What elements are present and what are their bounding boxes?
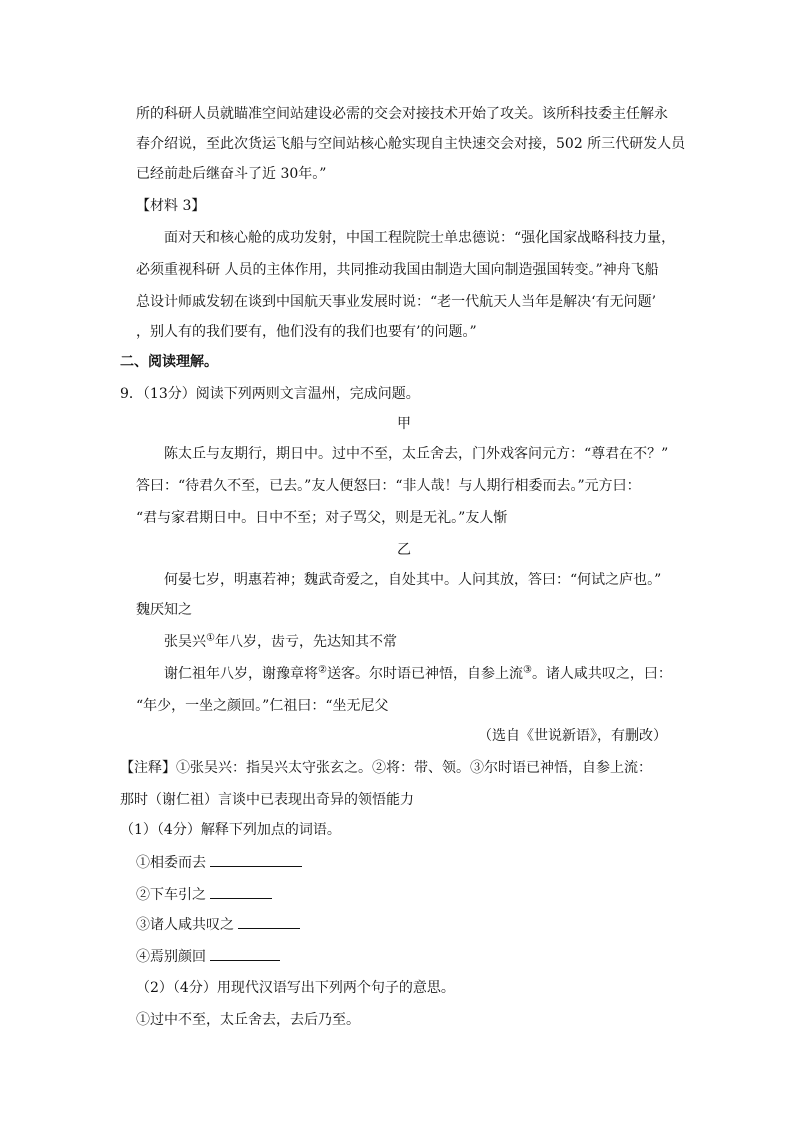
question-text: （13分）阅读下列两则文言温州，完成问题。 — [142, 386, 420, 402]
passage-jia-line-3: “君与家君期日中。日中不至；对子骂父，则是无礼。”友人惭 — [136, 510, 508, 526]
passage-jia-title: 甲 — [397, 416, 411, 432]
passage-source: （选自《世说新语》，有删改） — [478, 728, 667, 744]
footnote-marker-1: ① — [206, 632, 215, 644]
question-number: 9． — [120, 386, 143, 402]
section-2-heading: 二、阅读理解。 — [120, 354, 218, 370]
passage-jia-line-1: 陈太丘与友期行，期日中。过中不至，太丘舍去，门外戏客问元方：“尊君在不？” — [164, 446, 669, 462]
passage-jia-line-2: 答曰：“待君久不至，已去。”友人便怒曰：“非人哉！与人期行相委而去。”元方曰： — [136, 478, 641, 494]
text-segment: 谢仁祖年八岁，谢豫章将 — [164, 666, 318, 682]
footnote-marker-3: ③ — [522, 664, 532, 676]
passage-yi-line-4 — [164, 664, 672, 684]
answer-blank[interactable] — [210, 852, 302, 867]
notes-line-1: 【注释】①张吴兴：指吴兴太守张玄之。②将：带、领。③尔时语已神悟，自参上流： — [120, 760, 652, 776]
sub-question-2-stem: （2）（4分）用现代汉语写出下列两个句子的意思。 — [136, 980, 455, 996]
material3-line-2: 必须重视科研 人员的主体作用，共同推动我国由制造大国向制造强国转变。”神舟飞船 — [136, 262, 659, 278]
material3-line-1: 面对天和核心舱的成功发射，中国工程院院士单忠德说：“强化国家战略科技力量， — [164, 230, 676, 246]
item-label: ④焉别颜回 — [136, 949, 206, 965]
text-segment: 。诸人咸共叹之，曰： — [531, 666, 672, 682]
material2-line-1: 所的科研人员就瞄准空间站建设必需的交会对接技术开始了攻关。该所科技委主任解永 — [136, 106, 668, 122]
sub-question-1-item-4 — [136, 946, 280, 967]
material3-line-4: ，别人有的我们要有，他们没有的我们也要有’的问题。” — [136, 324, 477, 340]
passage-yi-line-1: 何晏七岁，明惠若神；魏武奇爱之，自处其中。人问其放，答曰：“何试之庐也。” — [164, 572, 662, 588]
passage-yi-line-3 — [164, 632, 397, 652]
answer-blank[interactable] — [210, 946, 280, 961]
notes-line-2: 那时（谢仁祖）言谈中已表现出奇异的领悟能力 — [120, 792, 414, 808]
material2-line-2: 春介绍说，至此次货运飞船与空间站核心舱实现自主快速交会对接，502 所三代研发人员 — [136, 136, 686, 152]
text-segment: 张吴兴 — [164, 634, 206, 650]
passage-yi-title: 乙 — [397, 542, 411, 558]
material3-heading: 【材料 3】 — [136, 198, 206, 214]
item-label: ②下车引之 — [136, 887, 206, 903]
passage-yi-line-5: “年少，一坐之颜回。”仁祖曰：“坐无尼父 — [136, 698, 389, 714]
sub-question-1-item-2 — [136, 884, 272, 905]
question-9-stem — [120, 384, 420, 404]
answer-blank[interactable] — [210, 884, 272, 899]
sub-question-2-item-1: ①过中不至，太丘舍去，去后乃至。 — [136, 1012, 360, 1028]
material2-line-3: 已经前赴后继奋斗了近 30年。” — [136, 166, 327, 182]
answer-blank[interactable] — [238, 914, 300, 929]
sub-question-1-item-3 — [136, 914, 300, 935]
footnote-marker-2: ② — [318, 664, 327, 676]
item-label: ①相委而去 — [136, 855, 206, 871]
text-segment: 送客。尔时语已神悟，自参上流 — [326, 666, 523, 682]
item-label: ③诸人咸共叹之 — [136, 917, 234, 933]
sub-question-1-item-1 — [136, 852, 302, 873]
material3-line-3: 总设计师戚发轫在谈到中国航天事业发展时说：“老一代航天人当年是解决‘有无问题’ — [136, 294, 657, 310]
sub-question-1-stem: （1）（4分）解释下列加点的词语。 — [120, 822, 341, 838]
text-segment: 年八岁，齿亏，先达知其不常 — [214, 634, 397, 650]
passage-yi-line-2: 魏厌知之 — [136, 602, 192, 618]
